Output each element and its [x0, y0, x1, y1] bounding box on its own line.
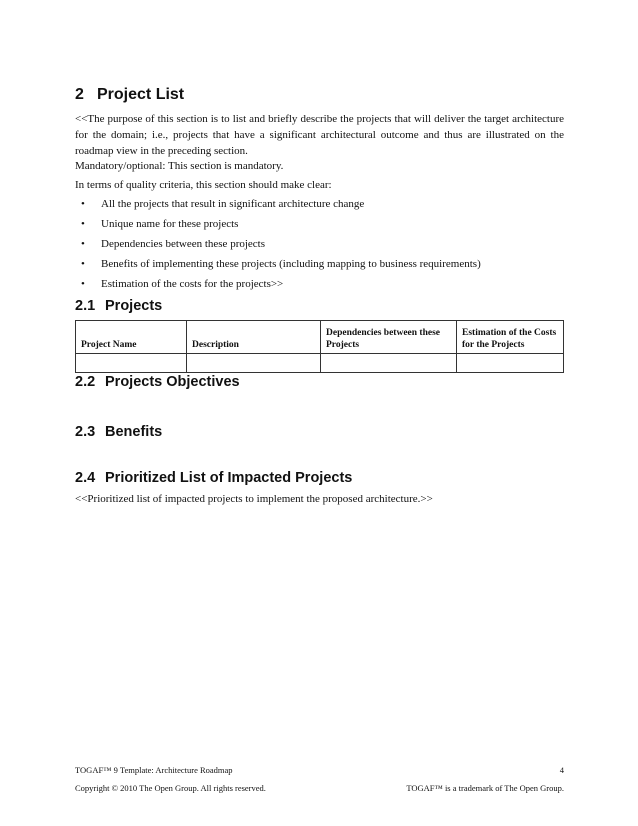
page-number: 4 — [559, 765, 564, 775]
table-row — [76, 354, 564, 373]
subsection-number: 2.1 — [75, 298, 96, 314]
subsection-number: 2.3 — [75, 424, 96, 440]
subsection-heading-benefits — [75, 424, 162, 440]
subsection-title: Prioritized List of Impacted Projects — [105, 470, 353, 486]
subsection-heading-objectives — [75, 374, 240, 390]
list-item: • All the projects that result in significant architecture change — [75, 196, 481, 216]
list-item: • Benefits of implementing these projects (including mapping to business requirements) — [75, 256, 481, 276]
subsection-number: 2.4 — [75, 470, 96, 486]
table-header-cell: Description — [187, 321, 321, 354]
footer-copyright: Copyright © 2010 The Open Group. All rights reserved. — [75, 783, 266, 793]
intro-paragraph: <<The purpose of this section is to list and briefly describe the projects that will deliver the target architecture for the domain; i.e., projects that have a significant architectural outcome and thus are illustrated on the roadmap view in the preceding section. — [75, 113, 564, 157]
projects-table — [75, 320, 564, 373]
footer-trademark: TOGAF™ is a trademark of The Open Group. — [406, 783, 564, 793]
section-number: 2 — [75, 86, 84, 103]
subsection-number: 2.2 — [75, 374, 96, 390]
subsection-heading-prioritized — [75, 470, 352, 486]
footer-line-1 — [75, 765, 564, 775]
subsection-title: Projects — [105, 298, 163, 314]
subsection-title: Benefits — [105, 424, 163, 440]
list-item: • Unique name for these projects — [75, 216, 481, 236]
criteria-intro: In terms of quality criteria, this section should make clear: — [75, 179, 332, 191]
table-cell[interactable] — [457, 354, 564, 373]
footer-line-2 — [75, 783, 564, 793]
table-cell[interactable] — [76, 354, 187, 373]
footer-template-title: TOGAF™ 9 Template: Architecture Roadmap — [75, 765, 233, 775]
table-cell[interactable] — [321, 354, 457, 373]
table-header-cell: Project Name — [76, 321, 187, 354]
list-item: • Dependencies between these projects — [75, 236, 481, 256]
section-title: Project List — [97, 86, 185, 103]
table-header-cell: Dependencies between these Projects — [321, 321, 457, 354]
section-heading — [75, 86, 184, 104]
table-header-cell: Estimation of the Costs for the Projects — [457, 321, 564, 354]
prioritized-text: <<Prioritized list of impacted projects to implement the proposed architecture.>> — [75, 493, 433, 505]
subsection-heading-projects — [75, 298, 162, 314]
subsection-title: Projects Objectives — [105, 374, 240, 390]
table-cell[interactable] — [187, 354, 321, 373]
criteria-list — [75, 196, 481, 296]
list-item: • Estimation of the costs for the projects>> — [75, 276, 481, 296]
document-page — [75, 0, 564, 826]
mandatory-text: Mandatory/optional: This section is mandatory. — [75, 160, 284, 172]
table-header-row — [76, 321, 564, 354]
